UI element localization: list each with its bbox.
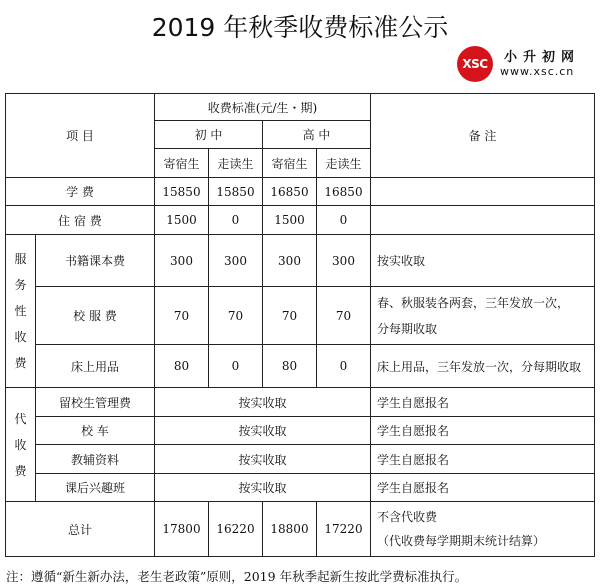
page-title: 2019 年秋季收费标准公示 bbox=[151, 13, 449, 42]
header-senior: 高 中 bbox=[263, 121, 371, 149]
total-remark-line1: 不含代收费 bbox=[377, 510, 438, 524]
bedding-v1: 80 bbox=[155, 345, 209, 388]
tuition-v3: 16850 bbox=[263, 178, 317, 206]
uniform-remark bbox=[371, 287, 595, 345]
bedding-v2: 0 bbox=[209, 345, 263, 388]
uniform-v3: 70 bbox=[263, 287, 317, 345]
lodging-label: 住 宿 费 bbox=[6, 206, 155, 235]
table-row bbox=[6, 445, 595, 474]
uniform-v1: 70 bbox=[155, 287, 209, 345]
bedding-label: 床上用品 bbox=[36, 345, 155, 388]
lunch-label: 留校生管理费 bbox=[36, 388, 155, 417]
lodging-v3: 1500 bbox=[263, 206, 317, 235]
books-v1: 300 bbox=[155, 235, 209, 287]
books-v2: 300 bbox=[209, 235, 263, 287]
bedding-remark: 床上用品，三年发放一次，分每期收取 bbox=[371, 345, 595, 388]
header-remark: 备 注 bbox=[371, 94, 595, 178]
header-junior-boarding: 寄宿生 bbox=[155, 149, 209, 178]
bedding-v4: 0 bbox=[317, 345, 371, 388]
books-label: 书籍课本费 bbox=[36, 235, 155, 287]
table-row bbox=[6, 345, 595, 388]
logo-name: 小升初网 bbox=[504, 50, 581, 65]
uniform-label: 校 服 费 bbox=[36, 287, 155, 345]
bus-value: 按实收取 bbox=[155, 417, 371, 445]
header-senior-boarding: 寄宿生 bbox=[263, 149, 317, 178]
materials-label: 教辅资料 bbox=[36, 445, 155, 474]
table-row bbox=[6, 178, 595, 206]
table-row bbox=[6, 417, 595, 445]
bus-label: 校 车 bbox=[36, 417, 155, 445]
xsc-logo-icon: XSC bbox=[457, 46, 493, 82]
logo-url: www.xsc.cn bbox=[500, 65, 575, 78]
tuition-label: 学 费 bbox=[6, 178, 155, 206]
lodging-v1: 1500 bbox=[155, 206, 209, 235]
total-label: 总计 bbox=[6, 502, 155, 557]
site-logo[interactable] bbox=[457, 46, 592, 82]
table-row bbox=[6, 474, 595, 502]
tuition-v4: 16850 bbox=[317, 178, 371, 206]
lodging-v2: 0 bbox=[209, 206, 263, 235]
total-remark-line2: （代收费每学期期末统计结算） bbox=[377, 534, 546, 548]
lodging-remark bbox=[371, 206, 595, 235]
uniform-v2: 70 bbox=[209, 287, 263, 345]
table-row bbox=[6, 388, 595, 417]
total-v2: 16220 bbox=[209, 502, 263, 557]
header-item: 项 目 bbox=[6, 94, 155, 178]
materials-remark: 学生自愿报名 bbox=[371, 445, 595, 474]
club-value: 按实收取 bbox=[155, 474, 371, 502]
uniform-v4: 70 bbox=[317, 287, 371, 345]
header-junior: 初 中 bbox=[155, 121, 263, 149]
club-remark: 学生自愿报名 bbox=[371, 474, 595, 502]
total-remark bbox=[371, 502, 595, 557]
table-row bbox=[6, 206, 595, 235]
tuition-remark bbox=[371, 178, 595, 206]
lodging-v4: 0 bbox=[317, 206, 371, 235]
table-row bbox=[6, 235, 595, 287]
uniform-remark-line1: 春、秋服装各两套，三年发放一次， bbox=[377, 295, 570, 310]
footnote: 注：遵循“新生新办法，老生老政策”原则，2019 年秋季起新生按此学费标准执行。 bbox=[6, 569, 468, 584]
books-v4: 300 bbox=[317, 235, 371, 287]
tuition-v1: 15850 bbox=[155, 178, 209, 206]
total-v3: 18800 bbox=[263, 502, 317, 557]
lunch-value: 按实收取 bbox=[155, 388, 371, 417]
club-label: 课后兴趣班 bbox=[36, 474, 155, 502]
materials-value: 按实收取 bbox=[155, 445, 371, 474]
tuition-v2: 15850 bbox=[209, 178, 263, 206]
table-row bbox=[6, 287, 595, 345]
header-standard: 收费标准(元/生・期) bbox=[155, 94, 371, 121]
bus-remark: 学生自愿报名 bbox=[371, 417, 595, 445]
table-row bbox=[6, 502, 595, 557]
total-v4: 17220 bbox=[317, 502, 371, 557]
proxy-group-label: 代 收 费 bbox=[6, 388, 36, 502]
total-v1: 17800 bbox=[155, 502, 209, 557]
lunch-remark: 学生自愿报名 bbox=[371, 388, 595, 417]
bedding-v3: 80 bbox=[263, 345, 317, 388]
header-junior-day: 走读生 bbox=[209, 149, 263, 178]
fee-table bbox=[5, 93, 595, 557]
uniform-remark-line2: 分每期收取 bbox=[377, 321, 438, 336]
books-remark: 按实收取 bbox=[371, 235, 595, 287]
books-v3: 300 bbox=[263, 235, 317, 287]
header-senior-day: 走读生 bbox=[317, 149, 371, 178]
service-group-label: 服 务 性 收 费 bbox=[6, 235, 36, 388]
